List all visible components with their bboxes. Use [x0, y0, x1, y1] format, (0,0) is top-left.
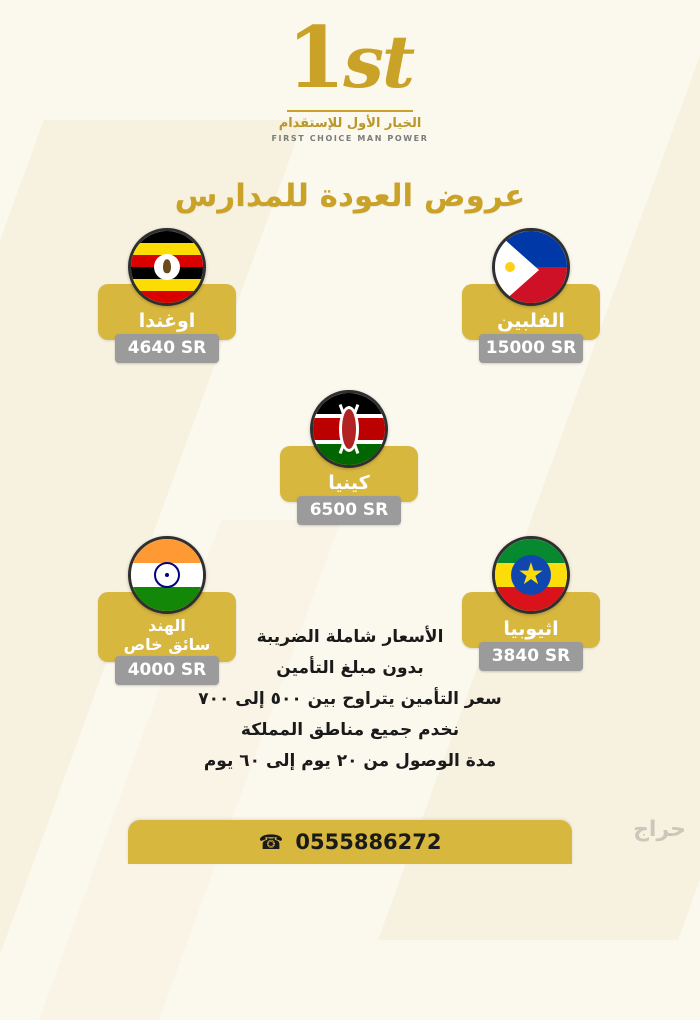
logo-mark [0, 8, 700, 108]
logo-mark-st: st [343, 19, 414, 104]
price-kenya: 6500 SR [297, 496, 401, 525]
note-line: الأسعار شاملة الضريبة [256, 627, 444, 647]
note-line: مدة الوصول من ٢٠ يوم إلى ٦٠ يوم [203, 751, 497, 771]
uganda-flag-icon [128, 228, 206, 306]
contact-phone-number[interactable]: 0555886272 [295, 830, 442, 854]
philippines-flag-icon [492, 228, 570, 306]
price-ethiopia: 3840 SR [479, 642, 583, 671]
logo-english-tagline: FIRST CHOICE MAN POWER [271, 134, 429, 143]
country-name-ethiopia: اثيوبيا [462, 592, 600, 648]
ethiopia-flag-icon: ★ [492, 536, 570, 614]
contact-bar[interactable] [128, 820, 572, 864]
price-uganda: 4640 SR [115, 334, 219, 363]
country-card-india[interactable] [98, 536, 236, 685]
country-name-uganda: اوغندا [98, 284, 236, 340]
note-line: نخدم جميع مناطق المملكة [240, 720, 460, 740]
price-philippines: 15000 SR [479, 334, 583, 363]
note-line: سعر التأمين يتراوح بين ٥٠٠ إلى ٧٠٠ [198, 689, 502, 709]
note-line: بدون مبلغ التأمين [276, 658, 424, 678]
country-card-ethiopia[interactable] [462, 536, 600, 671]
country-name-india-line2: سائق خاص [123, 635, 211, 654]
country-card-philippines[interactable] [462, 228, 600, 363]
page-title: عروض العودة للمدارس [174, 178, 526, 214]
country-name-kenya: كينيا [280, 446, 418, 502]
country-name-philippines: الفلبين [462, 284, 600, 340]
watermark: حراج [633, 817, 686, 842]
logo-mark-1: 1 [286, 8, 344, 107]
phone-icon: ☎ [258, 830, 284, 854]
brand-logo [0, 8, 700, 143]
country-name-india-line1: الهند [148, 616, 186, 635]
logo-arabic-tagline: الخيار الأول للإستقدام [278, 116, 422, 131]
country-card-kenya[interactable] [280, 390, 418, 525]
country-card-uganda[interactable] [98, 228, 236, 363]
kenya-flag-icon [310, 390, 388, 468]
logo-divider [287, 110, 413, 112]
india-flag-icon [128, 536, 206, 614]
price-india: 4000 SR [115, 656, 219, 685]
